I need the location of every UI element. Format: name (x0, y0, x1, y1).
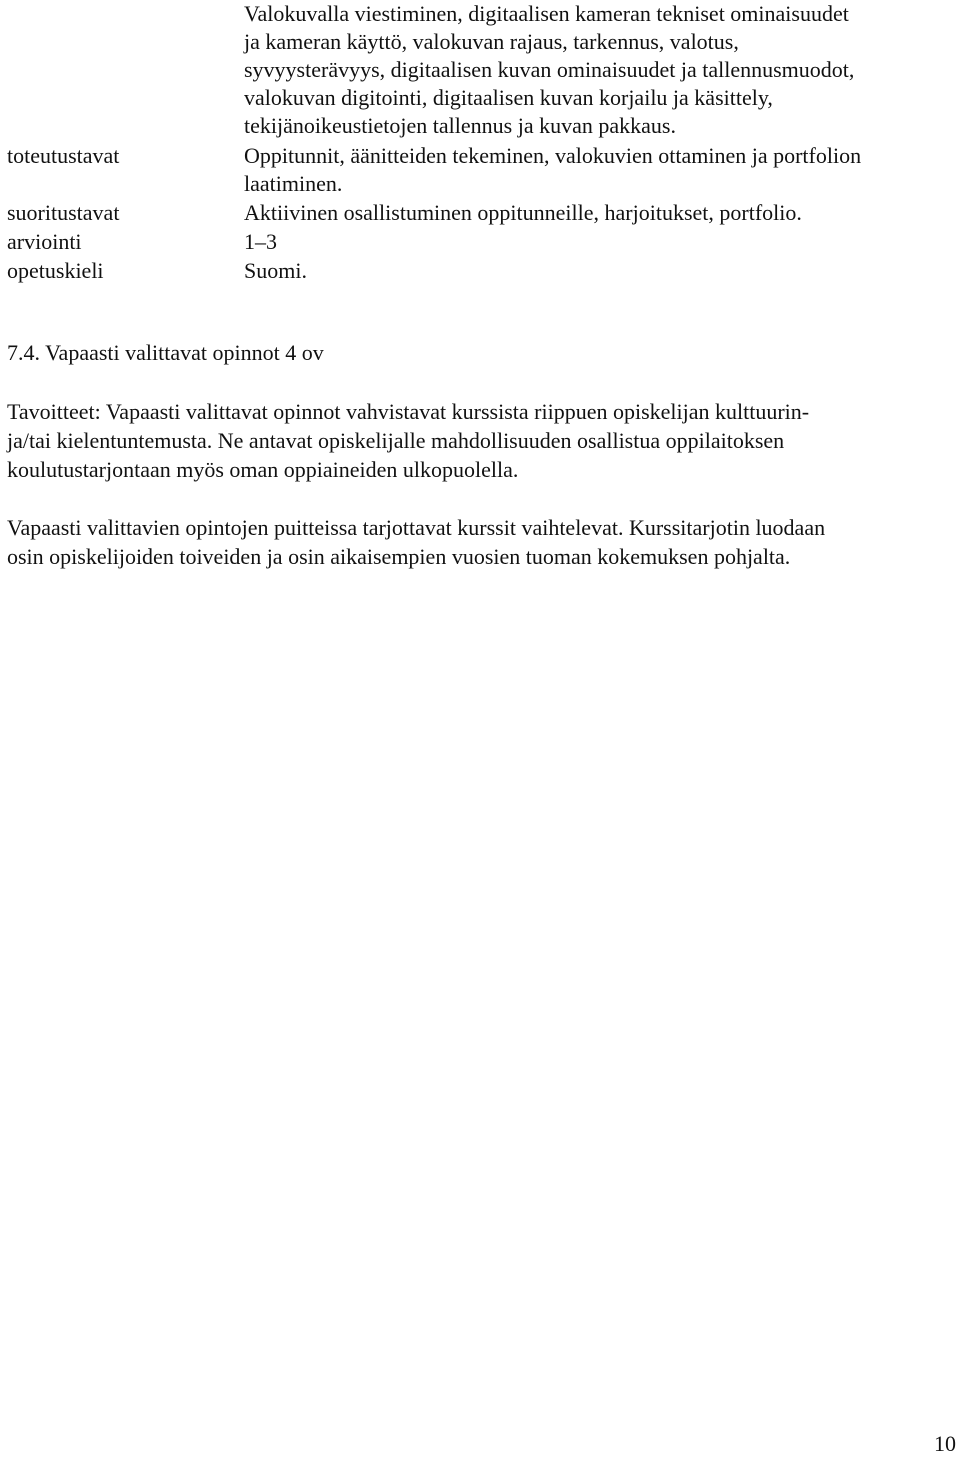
paragraph-line: ja/tai kielentuntemusta. Ne antavat opiskelijalle mahdollisuuden osallistua oppilaitoksen (7, 428, 785, 453)
row-value-toteutustavat (244, 142, 954, 198)
content-line: tekijänoikeustietojen tallennus ja kuvan pakkaus. (244, 113, 676, 138)
page-number: 10 (934, 1431, 956, 1456)
row-label-suoritustavat: suoritustavat (7, 200, 120, 225)
row-label-toteutustavat: toteutustavat (7, 143, 120, 168)
row-value-suoritustavat: Aktiivinen osallistuminen oppitunneille, harjoitukset, portfolio. (244, 200, 802, 225)
content-line: laatiminen. (244, 171, 343, 196)
paragraph-goals (7, 398, 953, 485)
paragraph-course-offering (7, 514, 953, 572)
row-value-arviointi: 1–3 (244, 229, 277, 254)
paragraph-line: koulutustarjontaan myös oman oppiaineiden ulkopuolella. (7, 457, 519, 482)
course-content-description (244, 0, 954, 140)
content-line: Valokuvalla viestiminen, digitaalisen kameran tekniset ominaisuudet (244, 1, 849, 26)
content-line: Oppitunnit, äänitteiden tekeminen, valokuvien ottaminen ja portfolion (244, 143, 862, 168)
row-label-arviointi: arviointi (7, 229, 82, 254)
paragraph-line: Vapaasti valittavien opintojen puitteissa tarjottavat kurssit vaihtelevat. Kurssitarjotin luodaan (7, 515, 826, 540)
paragraph-line: osin opiskelijoiden toiveiden ja osin aikaisempien vuosien tuoman kokemuksen pohjalta. (7, 544, 791, 569)
row-value-opetuskieli: Suomi. (244, 258, 307, 283)
content-line: syvyysterävyys, digitaalisen kuvan ominaisuudet ja tallennusmuodot, (244, 57, 855, 82)
content-line: ja kameran käyttö, valokuvan rajaus, tarkennus, valotus, (244, 29, 739, 54)
section-heading: 7.4. Vapaasti valittavat opinnot 4 ov (7, 340, 324, 365)
paragraph-line: Tavoitteet: Vapaasti valittavat opinnot vahvistavat kurssista riippuen opiskelijan kulttuurin- (7, 399, 810, 424)
content-line: valokuvan digitointi, digitaalisen kuvan korjailu ja käsittely, (244, 85, 773, 110)
row-label-opetuskieli: opetuskieli (7, 258, 104, 283)
